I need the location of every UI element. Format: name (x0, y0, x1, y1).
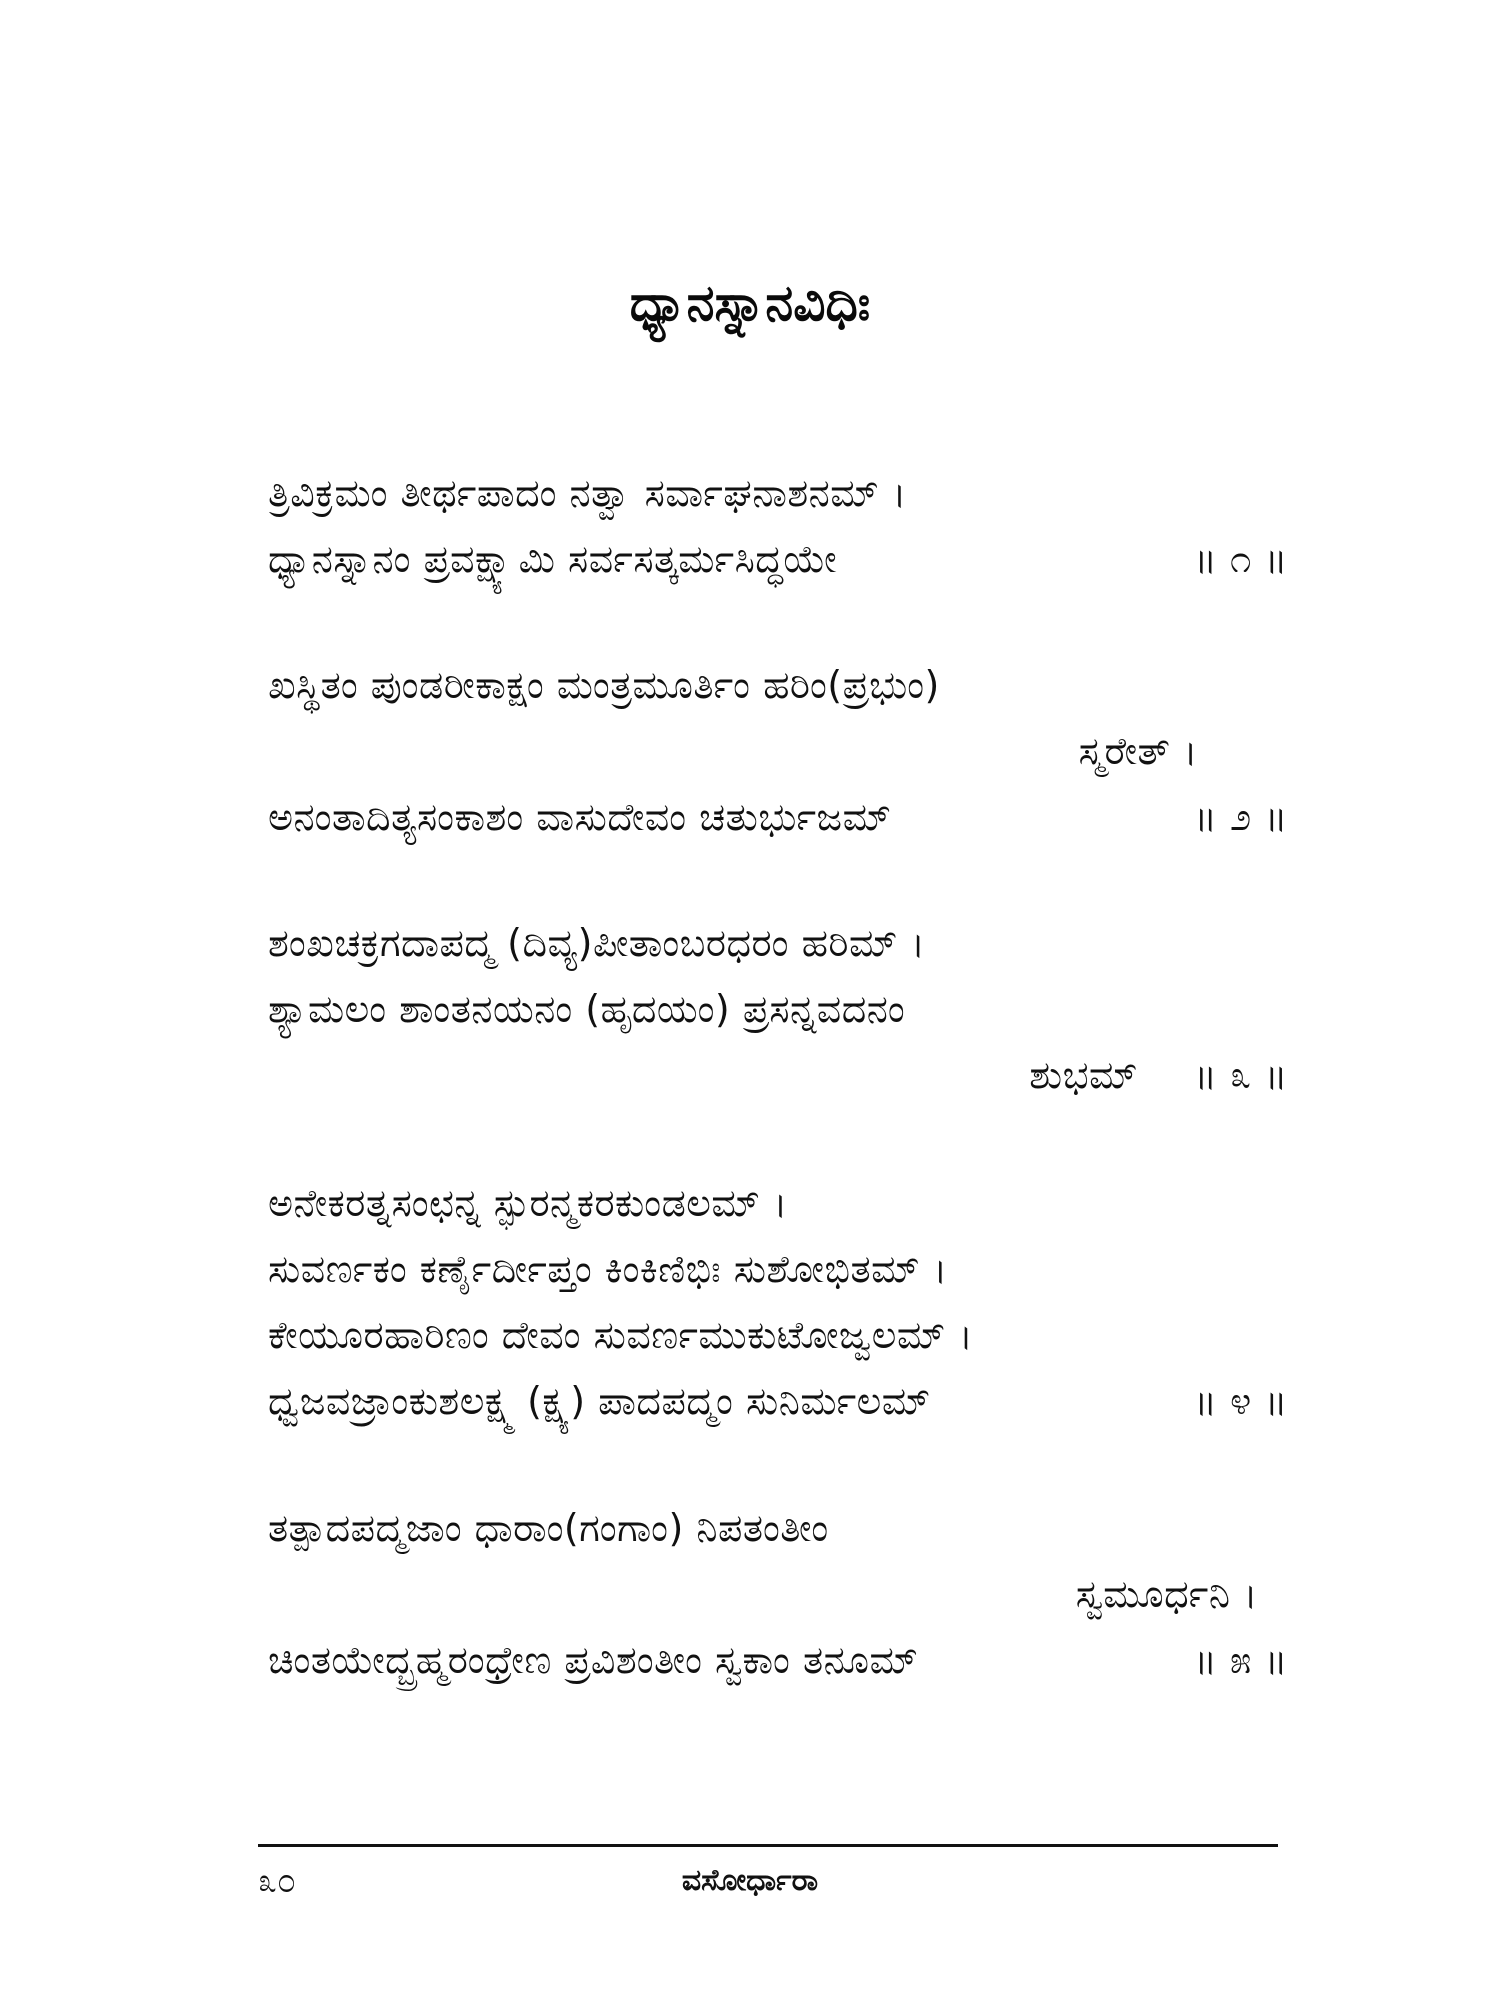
verse-4 (268, 1170, 1288, 1434)
verse-3 (268, 910, 1288, 1108)
verse-line-last (268, 784, 1288, 850)
verse-line-last (268, 1042, 1288, 1108)
verse-line-continuation: ಸ್ವಮೂರ್ಧನಿ । (1075, 1572, 1258, 1616)
verse-line: ಕೇಯೂರಹಾರಿಣಂ ದೇವಂ ಸುವರ್ಣಮುಕುಟೋಜ್ವಲಮ್ । (268, 1313, 974, 1357)
verse-number: ॥ ೨ ॥ (1193, 795, 1288, 839)
verse-line-text: ಚಿಂತಯೇದ್ಬ್ರಹ್ಮರಂಧ್ರೇಣ ಪ್ರವಿಶಂತೀಂ ಸ್ವಕಾಂ ತನೂಮ್ (268, 1638, 919, 1682)
verse-line: ತತ್ಪಾದಪದ್ಮಜಾಂ ಧಾರಾಂ(ಗಂಗಾಂ) ನಿಪತಂತೀಂ (268, 1506, 829, 1550)
verse-line-last (268, 526, 1288, 592)
verse-number: ॥ ೫ ॥ (1193, 1638, 1288, 1682)
verse-number: ॥ ೪ ॥ (1193, 1379, 1288, 1423)
verse-line-text: ಧ್ವಜವಜ್ರಾಂಕುಶಲಕ್ಷ್ಮ (ಕ್ಷ್ಯ) ಪಾದಪದ್ಮಂ ಸುನಿರ್ಮಲಮ್ (268, 1379, 931, 1423)
verse-2 (268, 652, 1288, 850)
verse-number: ॥ ೩ ॥ (1193, 1053, 1288, 1097)
verse-line-text: ಧ್ಯಾನಸ್ನಾನಂ ಪ್ರವಕ್ಷ್ಯಾಮಿ ಸರ್ವಸತ್ಕರ್ಮಸಿದ್ಧಯೇ (268, 537, 838, 581)
verse-line-continuation: ಸ್ಮರೇತ್ । (1078, 729, 1198, 773)
verse-1 (268, 460, 1288, 592)
verse-line: ಸುವರ್ಣಕಂ ಕರ್ಣೈರ್ದೀಪ್ತಂ ಕಿಂಕಿಣಿಭಿಃ ಸುಶೋಭಿತಮ್ । (268, 1247, 948, 1291)
verse-number: ॥ ೧ ॥ (1193, 537, 1288, 581)
verse-5 (268, 1495, 1288, 1693)
verse-line-last (268, 1627, 1288, 1693)
footer-divider (258, 1844, 1278, 1847)
verse-line-text: ಅನಂತಾದಿತ್ಯಸಂಕಾಶಂ ವಾಸುದೇವಂ ಚತುರ್ಭುಜಮ್ (268, 795, 892, 839)
verse-line: ಅನೇಕರತ್ನಸಂಛನ್ನ ಸ್ಫುರನ್ಮಕರಕುಂಡಲಮ್ । (268, 1181, 788, 1225)
verse-line: ಶಂಖಚಕ್ರಗದಾಪದ್ಮ (ದಿವ್ಯ)ಪೀತಾಂಬರಧರಂ ಹರಿಮ್ । (268, 921, 926, 965)
verse-line-last (268, 1368, 1288, 1434)
verse-line: ತ್ರಿವಿಕ್ರಮಂ ತೀರ್ಥಪಾದಂ ನತ್ವಾ ಸರ್ವಾಘನಾಶನಮ್ । (268, 471, 907, 515)
book-title: ವಸೋರ್ಧಾರಾ (681, 1863, 819, 1898)
page-number: ೩೦ (258, 1861, 297, 1901)
verse-line: ಶ್ಯಾಮಲಂ ಶಾಂತನಯನಂ (ಹೃದಯಂ) ಪ್ರಸನ್ನವದನಂ (268, 987, 906, 1031)
page-title: ಧ್ಯಾನಸ್ನಾನವಿಧಿಃ (629, 274, 871, 332)
verse-line: ಖಸ್ಥಿತಂ ಪುಂಡರೀಕಾಕ್ಷಂ ಮಂತ್ರಮೂರ್ತಿಂ ಹರಿಂ(ಪ್ರಭುಂ) (268, 663, 940, 707)
verse-line-text: ಶುಭಮ್ (1029, 1053, 1138, 1097)
